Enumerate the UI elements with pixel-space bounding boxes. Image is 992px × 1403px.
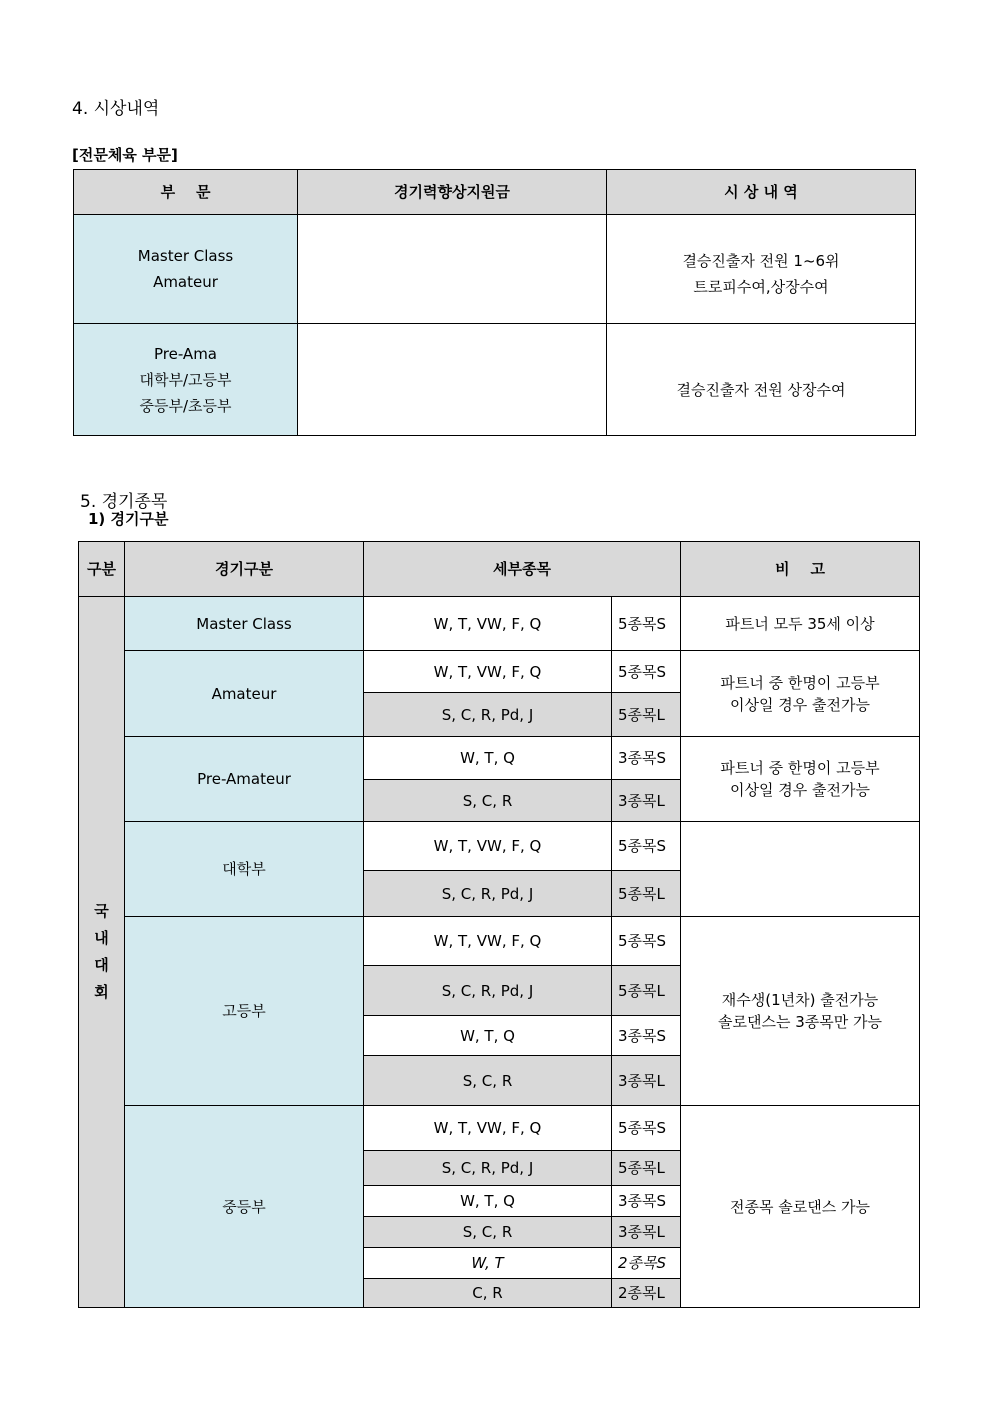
event-dances: W, T, Q xyxy=(364,1186,612,1217)
events-header-note: 비 고 xyxy=(681,542,920,597)
category-char: 회 xyxy=(94,983,109,1001)
division-note xyxy=(681,822,920,917)
division-line: Amateur xyxy=(153,273,218,291)
division-name: Pre-Amateur xyxy=(125,737,364,822)
event-count: 3종목L xyxy=(612,1056,681,1106)
event-count: 3종목S xyxy=(612,1016,681,1056)
division-line: Pre-Ama xyxy=(154,344,217,363)
note-line: 파트너 중 한명이 고등부 xyxy=(720,673,880,692)
event-dances: C, R xyxy=(364,1279,612,1308)
section5-title: 5. 경기종목 xyxy=(80,492,168,512)
awards-row-division xyxy=(74,215,298,324)
division-name: 대학부 xyxy=(125,822,364,917)
note-line: 솔로댄스는 3종목만 가능 xyxy=(718,1013,882,1031)
event-count: 3종목L xyxy=(612,1217,681,1248)
division-line: 대학부/고등부 xyxy=(139,370,232,389)
division-note xyxy=(681,737,920,822)
division-name: 중등부 xyxy=(125,1106,364,1308)
event-count: 3종목S xyxy=(612,1186,681,1217)
events-table xyxy=(78,541,920,1308)
event-dances: W, T, VW, F, Q xyxy=(364,651,612,693)
category-char: 대 xyxy=(94,956,109,974)
event-dances: W, T, Q xyxy=(364,1016,612,1056)
event-count: 5종목L xyxy=(612,1151,681,1186)
division-note xyxy=(681,1106,920,1308)
division-line: Master Class xyxy=(137,247,234,265)
event-dances: S, C, R, Pd, J xyxy=(364,966,612,1016)
category-domestic xyxy=(79,597,125,1308)
events-header-events: 세부종목 xyxy=(364,542,681,597)
division-name: 고등부 xyxy=(125,917,364,1106)
division-name: Amateur xyxy=(125,651,364,737)
event-count: 5종목S xyxy=(612,917,681,966)
awards-table xyxy=(73,169,916,436)
note-line: 파트너 모두 35세 이상 xyxy=(725,614,875,633)
note-line: 전종목 솔로댄스 가능 xyxy=(730,1197,870,1216)
event-dances: S, C, R xyxy=(364,1217,612,1248)
event-count: 3종목L xyxy=(612,780,681,822)
event-dances: W, T, Q xyxy=(364,737,612,780)
division-note xyxy=(681,917,920,1106)
division-line: 중등부/초등부 xyxy=(139,396,232,415)
event-dances: W, T, VW, F, Q xyxy=(364,822,612,871)
awards-row-awards xyxy=(607,324,916,436)
event-count: 5종목L xyxy=(612,693,681,737)
event-count: 5종목S xyxy=(612,651,681,693)
section4-title: 4. 시상내역 xyxy=(72,99,160,119)
awards-row-support xyxy=(298,324,607,436)
awards-line: 트로피수여,상장수여 xyxy=(693,278,829,296)
awards-header-division: 부 문 xyxy=(74,170,298,215)
note-line: 재수생(1년차) 출전가능 xyxy=(721,991,879,1009)
event-count: 5종목S xyxy=(612,597,681,651)
event-count: 2종목L xyxy=(612,1279,681,1308)
event-dances: S, C, R, Pd, J xyxy=(364,693,612,737)
event-count: 5종목S xyxy=(612,822,681,871)
division-name: Master Class xyxy=(125,597,364,651)
awards-header-support: 경기력향상지원금 xyxy=(298,170,607,215)
event-dances: S, C, R, Pd, J xyxy=(364,871,612,917)
awards-row-support xyxy=(298,215,607,324)
note-line: 이상일 경우 출전가능 xyxy=(730,695,870,714)
event-count: 5종목S xyxy=(612,1106,681,1151)
event-dances: S, C, R, Pd, J xyxy=(364,1151,612,1186)
division-note xyxy=(681,651,920,737)
event-dances: W, T, VW, F, Q xyxy=(364,917,612,966)
event-dances: S, C, R xyxy=(364,1056,612,1106)
note-line: 파트너 중 한명이 고등부 xyxy=(720,759,880,777)
events-header-division: 경기구분 xyxy=(125,542,364,597)
event-count: 5종목L xyxy=(612,871,681,917)
awards-row-awards xyxy=(607,215,916,324)
event-dances: W, T xyxy=(364,1248,612,1279)
event-count: 5종목L xyxy=(612,966,681,1016)
division-note xyxy=(681,597,920,651)
awards-line: 결승진출자 전원 상장수여 xyxy=(676,380,846,399)
event-dances: W, T, VW, F, Q xyxy=(364,597,612,651)
category-char: 국 xyxy=(94,902,109,920)
event-count: 3종목S xyxy=(612,737,681,780)
section5-subtitle: 1) 경기구분 xyxy=(88,510,169,528)
event-dances: W, T, VW, F, Q xyxy=(364,1106,612,1151)
awards-line: 결승진출자 전원 1~6위 xyxy=(682,252,840,270)
awards-row-division xyxy=(74,324,298,436)
events-header-category: 구분 xyxy=(79,542,125,597)
category-char: 내 xyxy=(94,929,109,947)
event-dances: S, C, R xyxy=(364,780,612,822)
note-line: 이상일 경우 출전가능 xyxy=(730,781,870,799)
section4-subtitle: [전문체육 부문] xyxy=(72,146,178,164)
event-count: 2종목S xyxy=(612,1248,681,1279)
awards-header-awards: 시 상 내 역 xyxy=(607,170,916,215)
